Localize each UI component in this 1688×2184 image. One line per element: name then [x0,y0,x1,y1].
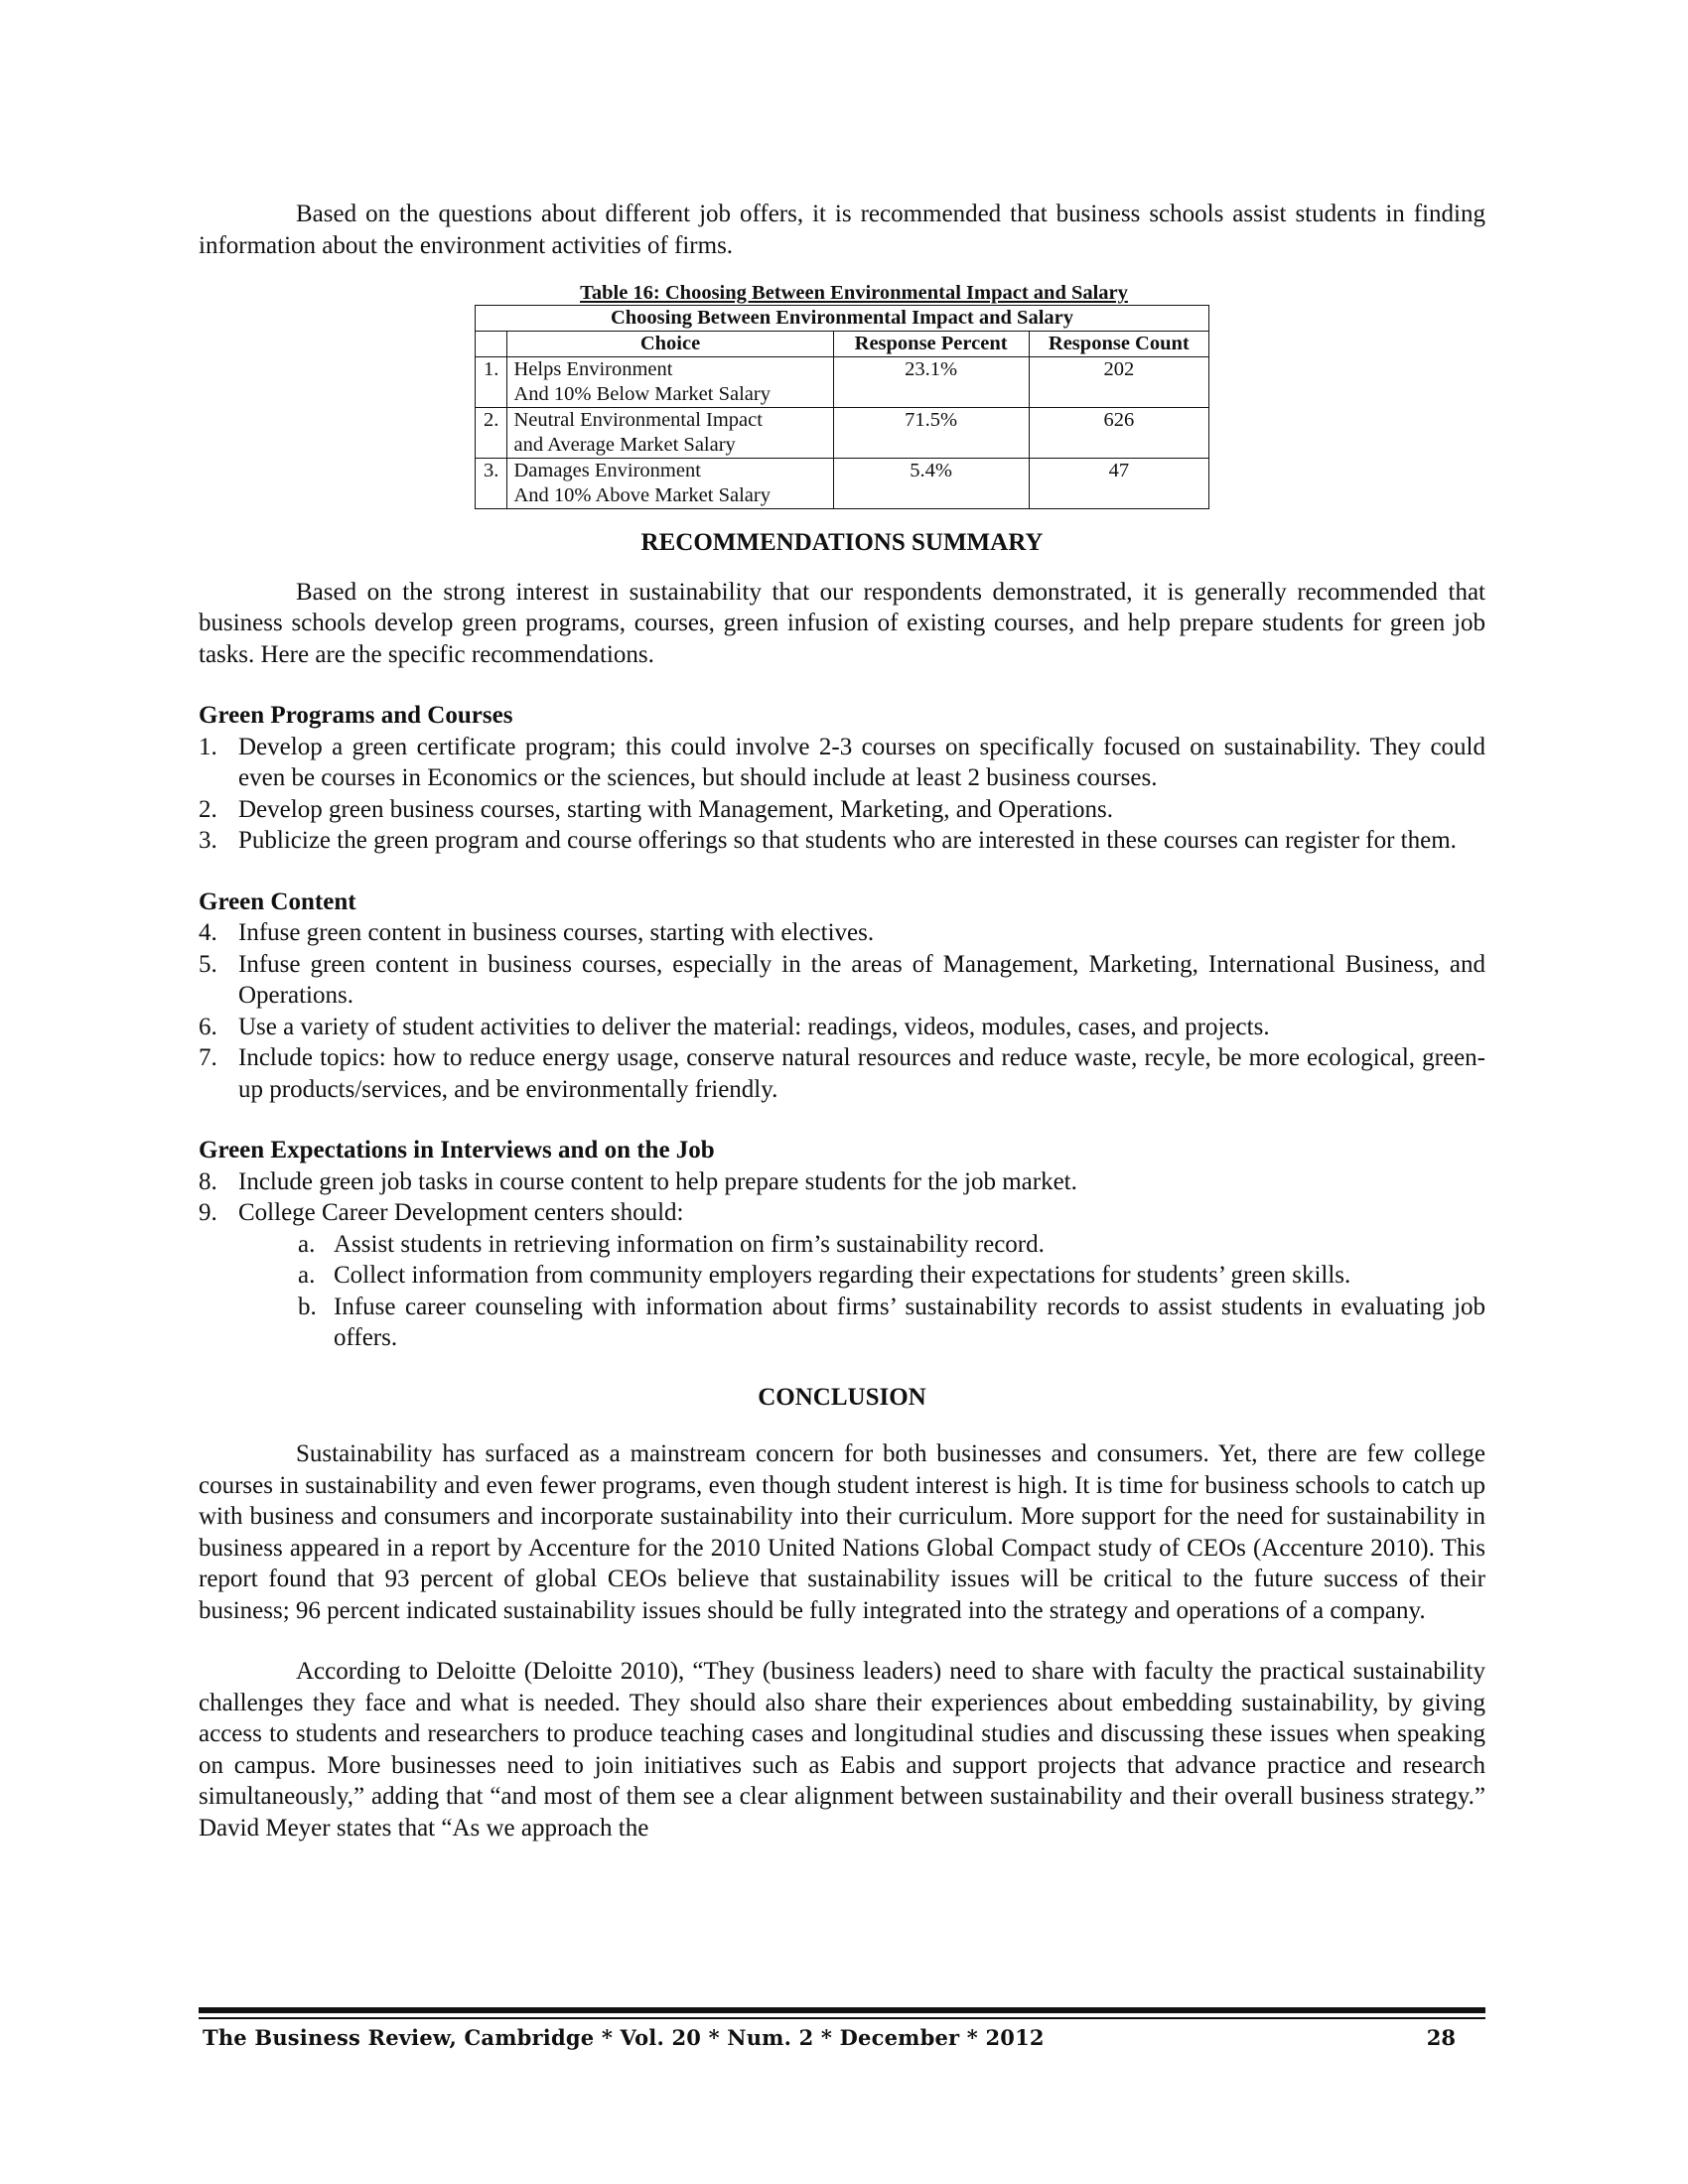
table-caption: Table 16: Choosing Between Environmental Impact and Salary [580,282,1128,304]
row-choice-line1: Damages Environment [513,460,701,481]
list-item [199,794,1485,826]
sub-list-text: Collect information from community employers regarding their expectations for students’ green skills. [334,1262,1351,1289]
row-choice-line1: Helps Environment [513,358,673,380]
list-text: Develop green business courses, starting with Management, Marketing, and Operations. [238,795,1114,823]
list-number: 1. [199,733,217,760]
sub-list-letter: b. [298,1293,317,1320]
row-number: 2. [476,408,507,459]
list-text: Publicize the green program and course offerings so that students who are interested in these courses can register for them. [238,827,1457,854]
row-choice [507,357,833,408]
row-choice [507,459,833,509]
recommendations-paragraph: Based on the strong interest in sustainability that our respondents demonstrated, it is generally recommended that business schools develop green programs, courses, green infusion of existing courses, and help prepare students for green job tasks. Here are the specific recommendations. [199,578,1485,668]
list-number: 3. [199,827,217,854]
row-choice-line2: and Average Market Salary [513,434,736,456]
list-item [199,949,1485,1012]
table-row [476,459,1209,509]
row-percent: 5.4% [833,459,1029,509]
sub-list-text: Infuse career counseling with information about firms’ sustainability records to assist students in evaluating job offers. [334,1293,1485,1351]
row-choice [507,408,833,459]
list-item [199,1042,1485,1105]
row-choice-line2: And 10% Above Market Salary [513,484,771,506]
page-footer [199,2025,1485,2059]
group-heading-expectations: Green Expectations in Interviews and on the Job [199,1137,715,1163]
row-choice-line2: And 10% Below Market Salary [513,383,771,405]
intro-paragraph: Based on the questions about different job offers, it is recommended that business schools assist students in finding information about the environment activities of firms. [199,201,1485,259]
footer-rule-thin [199,2017,1485,2019]
row-percent: 71.5% [833,408,1029,459]
table-row [476,357,1209,408]
table-16 [475,305,1209,509]
list-item [199,1166,1485,1198]
group-heading-content: Green Content [199,887,356,915]
table-column-header-row [476,332,1209,357]
list-number: 7. [199,1044,217,1071]
conclusion-paragraph-2: According to Deloitte (Deloitte 2010), “They (business leaders) need to share with faculty the practical sustainability challenges they face and what is needed. They should also share their experiences about embedding sustainability, by giving access to students and researchers to produce teaching cases and longitudinal studies and discussing these issues when speaking on campus. More businesses need to join initiatives such as Eabis and support projects that advance practice and research simultaneously,” adding that “and most of them see a clear alignment between sustainability and their overall business strategy.” David Meyer states that “As we approach the [199,1658,1485,1842]
sub-list-letter: a. [298,1230,316,1258]
list-number: 8. [199,1167,217,1195]
list-text: Include topics: how to reduce energy usage, conserve natural resources and reduce waste, recyle, be more ecological, green-up products/services, and be environmentally friendly. [238,1044,1485,1103]
footer-rule-thick [199,2007,1485,2013]
table-header-choice: Choice [507,332,833,357]
table-header-percent: Response Percent [833,332,1029,357]
group-heading-programs: Green Programs and Courses [199,702,513,729]
list-number: 2. [199,795,217,823]
list-number: 6. [199,1013,217,1040]
journal-citation: The Business Review, Cambridge * Vol. 20 * Num. 2 * December * 2012 [203,2025,1045,2050]
list-number: 5. [199,950,217,978]
table-span-header-row [476,306,1209,332]
list-text: Develop a green certificate program; this could involve 2-3 courses on specifically focused on sustainability. They could even be courses in Economics or the sciences, but should include at least 2 business courses. [238,733,1485,791]
list-text: Infuse green content in business courses, starting with electives. [238,919,875,946]
row-number: 1. [476,357,507,408]
sub-list-item [199,1260,1485,1292]
list-item [199,917,1485,949]
conclusion-heading: CONCLUSION [758,1383,926,1411]
table-header-num [476,332,507,357]
page-number: 28 [1426,2025,1456,2050]
list-number: 9. [199,1199,217,1226]
page-body [199,199,1485,1843]
row-percent: 23.1% [833,357,1029,408]
list-text: Use a variety of student activities to deliver the material: readings, videos, modules, cases, and projects. [238,1013,1270,1040]
sub-list-item [199,1292,1485,1354]
table-header-count: Response Count [1029,332,1208,357]
list-item [199,732,1485,794]
list-text: Include green job tasks in course content to help prepare students for the job market. [238,1167,1077,1195]
list-item [199,1012,1485,1043]
table-row [476,408,1209,459]
sub-list-letter: a. [298,1262,316,1289]
conclusion-paragraph-1: Sustainability has surfaced as a mainstream concern for both businesses and consumers. Yet, there are few college courses in sustainability and even fewer programs, even though student interest is high. It is time for business schools to catch up with business and consumers and incorporate sustainability into their curriculum. More support for the need for sustainability in business appeared in a report by Accenture for the 2010 United Nations Global Compact study of CEOs (Accenture 2010). This report found that 93 percent of global CEOs believe that sustainability issues will be critical to the future success of their business; 96 percent indicated sustainability issues should be fully integrated into the strategy and operations of a company. [199,1440,1485,1624]
recommendations-heading: RECOMMENDATIONS SUMMARY [640,529,1044,556]
table-span-header: Choosing Between Environmental Impact and Salary [476,306,1209,332]
row-number: 3. [476,459,507,509]
list-number: 4. [199,919,217,946]
row-count: 47 [1029,459,1208,509]
row-count: 202 [1029,357,1208,408]
list-item [199,825,1485,857]
list-item [199,1197,1485,1229]
sub-list-item [199,1229,1485,1261]
list-text: Infuse green content in business courses, especially in the areas of Management, Marketing, International Business, and Operations. [238,950,1485,1009]
sub-list-text: Assist students in retrieving information on firm’s sustainability record. [334,1230,1045,1258]
row-choice-line1: Neutral Environmental Impact [513,409,763,431]
row-count: 626 [1029,408,1208,459]
list-text: College Career Development centers should: [238,1199,684,1226]
